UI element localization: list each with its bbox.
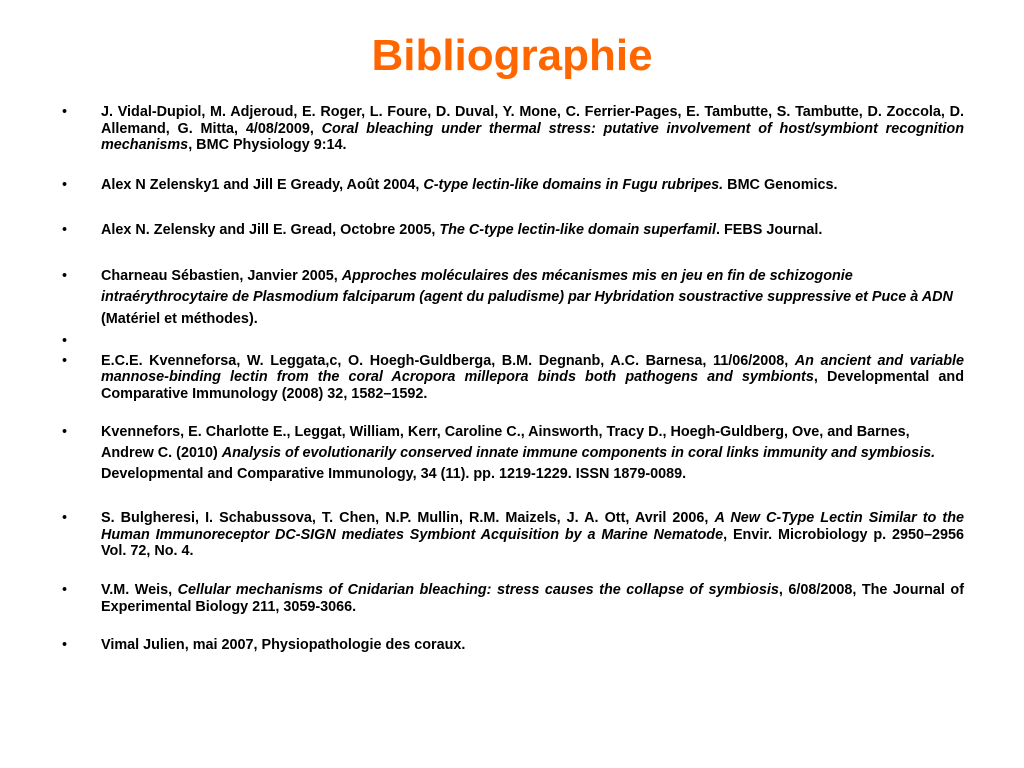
reference-item (62, 510, 964, 560)
reference-title: An ancient and variable mannose-binding lectin from the coral Acropora millepora binds both pathogens and symbionts (101, 352, 965, 386)
reference-title: Approches moléculaires des mécanismes mis en jeu en fin de schizogonie intraérythrocytaire de Plasmodium falciparum (agent du paludisme) par Hybridation soustractive suppressive et Puce à ADN (101, 268, 953, 306)
reference-authors: V.M. Weis, (101, 581, 178, 598)
reference-authors: S. Bulgheresi, I. Schabussova, T. Chen, N.P. Mullin, R.M. Maizels, J. A. Ott, Avril 2006, (101, 510, 715, 527)
reference-authors: Charneau Sébastien, Janvier 2005, (101, 268, 342, 285)
bullet: • (62, 423, 68, 440)
reference-authors: Kvennefors, E. Charlotte E., Leggat, William, Kerr, Caroline C., Ainsworth, Tracy D., Hoegh-Guldberg, Ove, and Barnes, Andrew C. (2010) (101, 423, 910, 461)
reference-title: A New C-Type Lectin Similar to the Human Immunoreceptor DC-SIGN mediates Symbiont Acquisition by a Marine Nematode (101, 510, 964, 543)
bullet: • (62, 104, 68, 120)
bullet: • (62, 637, 68, 654)
bullet: • (62, 268, 68, 285)
bullet: • (62, 581, 68, 598)
bullet: • (62, 332, 68, 349)
reference-item (62, 104, 964, 154)
reference-item (62, 422, 964, 486)
reference-source: . FEBS Journal. (716, 221, 823, 238)
bullet: • (62, 510, 68, 527)
reference-title: The C-type lectin-like domain superfamil (439, 221, 717, 238)
reference-item (62, 333, 964, 350)
reference-source: , Envir. Microbiology p. 2950–2956 Vol. 72, No. 4. (101, 526, 965, 560)
bullet: • (62, 176, 68, 193)
reference-title: C-type lectin-like domains in Fugu rubripes. (423, 176, 724, 193)
reference-item (62, 353, 964, 403)
bullet: • (62, 221, 68, 238)
reference-title: Coral bleaching under thermal stress: putative involvement of host/symbiont recognition mechanisms (101, 120, 964, 154)
reference-authors: Alex N Zelensky1 and Jill E Gready, Août 2004, (101, 176, 424, 193)
reference-source: , Developmental and Comparative Immunology (2008) 32, 1582–1592. (101, 369, 964, 402)
reference-source: Developmental and Comparative Immunology, 34 (11). pp. 1219-1229. ISSN 1879-0089. (101, 465, 687, 482)
reference-source: (Matériel et méthodes). (101, 310, 258, 327)
reference-source: , 6/08/2008, The Journal of Experimental Biology 211, 3059-3066. (101, 581, 964, 615)
reference-item (62, 582, 964, 615)
reference-source: , BMC Physiology 9:14. (188, 137, 347, 154)
reference-title: Analysis of evolutionarily conserved innate immune components in coral links immunity and symbiosis. (221, 444, 936, 461)
reference-item (62, 220, 964, 241)
reference-authors: E.C.E. Kvenneforsa, W. Leggata,c, O. Hoegh-Guldberga, B.M. Degnanb, A.C. Barnesa, 11/06/2008, (101, 352, 795, 369)
page-title: Bibliographie (371, 31, 653, 80)
reference-item (62, 266, 964, 330)
reference-source: BMC Genomics. (723, 176, 838, 193)
reference-authors: Vimal Julien, mai 2007, Physiopathologie des coraux. (101, 637, 466, 654)
bibliography-list (62, 104, 964, 654)
reference-item (62, 175, 964, 196)
reference-title: Cellular mechanisms of Cnidarian bleaching: stress causes the collapse of symbiosis (177, 581, 779, 598)
reference-item (62, 637, 964, 654)
reference-authors: J. Vidal-Dupiol, M. Adjeroud, E. Roger, L. Foure, D. Duval, Y. Mone, C. Ferrier-Pages, E. Tambutte, S. Tambutte, D. Zoccola, D. Allemand, G. Mitta, 4/08/2009, (101, 104, 964, 137)
reference-authors: Alex N. Zelensky and Jill E. Gread, Octobre 2005, (101, 221, 440, 238)
bullet: • (62, 352, 68, 369)
